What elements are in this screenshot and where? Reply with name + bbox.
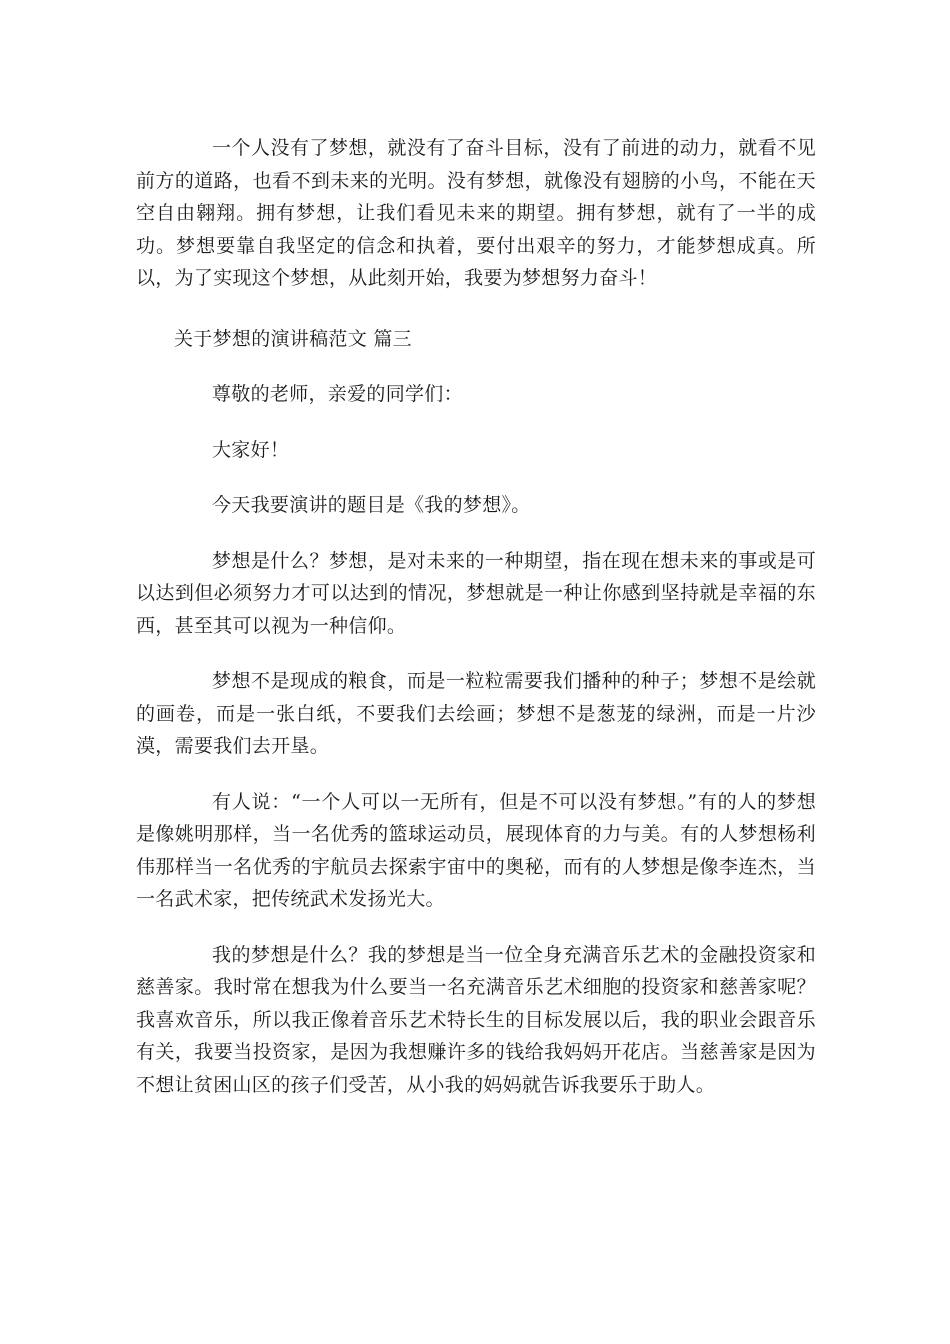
paragraph-my-dream: 我的梦想是什么？我的梦想是当一位全身充满音乐艺术的金融投资家和慈善家。我时常在想我为什么要当一名充满音乐艺术细胞的投资家和慈善家呢？我喜欢音乐，所以我正像着音乐艺术特长生的目标发展以后，我的职业会跟音乐有关，我要当投资家，是因为我想赚许多的钱给我妈妈开花店。当慈善家是因为不想让贫困山区的孩子们受苦，从小我的妈妈就告诉我要乐于助人。 xyxy=(136,943,816,1096)
paragraph-what-is-dream: 梦想是什么？梦想，是对未来的一种期望，指在现在想未来的事或是可以达到但必须努力才可以达到的情况，梦想就是一种让你感到坚持就是幸福的东西，甚至其可以视为一种信仰。 xyxy=(136,549,816,637)
paragraph-dream-metaphor: 梦想不是现成的粮食，而是一粒粒需要我们播种的种子；梦想不是绘就的画卷，而是一张白纸，不要我们去绘画；梦想不是葱茏的绿洲，而是一片沙漠，需要我们去开垦。 xyxy=(136,670,816,757)
salutation: 尊敬的老师，亲爱的同学们： xyxy=(212,383,463,405)
paragraph-dream-importance: 一个人没有了梦想，就没有了奋斗目标，没有了前进的动力，就看不见前方的道路，也看不到未来的光明。没有梦想，就像没有翅膀的小鸟，不能在天空自由翱翔。拥有梦想，让我们看见未来的期望。拥有梦想，就有了一半的成功。梦想要靠自我坚定的信念和执着，要付出艰辛的努力，才能梦想成真。所以，为了实现这个梦想，从此刻开始，我要为梦想努力奋斗！ xyxy=(136,137,816,289)
section-heading: 关于梦想的演讲稿范文 篇三 xyxy=(174,327,412,350)
document-page xyxy=(136,132,816,1101)
paragraph-examples: 有人说：“一个人可以一无所有，但是不可以没有梦想。”有的人的梦想是像姚明那样，当一名优秀的篮球运动员，展现体育的力与美。有的人梦想杨利伟那样当一名优秀的宇航员去探索宇宙中的奥秘，而有的人梦想是像李连杰，当一名武术家，把传统武术发扬光大。 xyxy=(136,790,816,910)
speech-topic: 今天我要演讲的题目是《我的梦想》。 xyxy=(212,494,531,516)
greeting: 大家好！ xyxy=(212,438,290,461)
